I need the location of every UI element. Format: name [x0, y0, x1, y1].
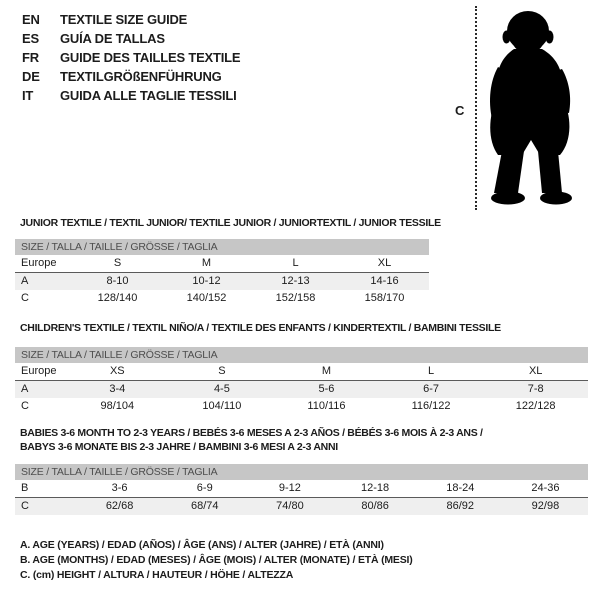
cell-value: 3-6: [111, 482, 128, 494]
col-header: XS: [109, 365, 125, 377]
language-title: GUIDE DES TAILLES TEXTILE: [60, 50, 241, 65]
language-row-es: [22, 29, 240, 48]
table-row-age: [15, 381, 588, 398]
language-row-it: [22, 86, 240, 105]
row-label: B: [21, 482, 29, 494]
cell-value: 6-7: [423, 383, 440, 395]
cell-value: 128/140: [97, 292, 138, 304]
cell-value: 9-12: [278, 482, 301, 494]
cell-value: 158/170: [364, 292, 405, 304]
junior-section-title: JUNIOR TEXTILE / TEXTIL JUNIOR/ TEXTILE JUNIOR / JUNIORTEXTIL / JUNIOR TESSILE: [20, 217, 441, 229]
language-code: ES: [22, 31, 39, 46]
footnote-c: C. (cm) HEIGHT / ALTURA / HAUTEUR / HÖHE / ALTEZZA: [20, 569, 294, 581]
language-code: DE: [22, 69, 40, 84]
col-header: Europe: [21, 365, 57, 377]
language-row-de: [22, 67, 240, 86]
cell-value: 24-36: [531, 482, 560, 494]
cell-value: 122/128: [515, 400, 556, 412]
cell-value: 8-10: [106, 275, 129, 287]
row-label: C: [21, 400, 29, 412]
language-title: TEXTILE SIZE GUIDE: [60, 12, 188, 27]
cell-value: 86/92: [446, 500, 475, 512]
cell-value: 110/116: [307, 400, 346, 412]
size-header-bar: SIZE / TALLA / TAILLE / GRÖSSE / TAGLIA: [15, 464, 588, 480]
cell-value: 7-8: [527, 383, 544, 395]
language-code: FR: [22, 50, 39, 65]
col-header: L: [428, 365, 435, 377]
babies-section-title-line2: BABYS 3-6 MONATE BIS 2-3 JAHRE / BAMBINI 3-6 MESI A 2-3 ANNI: [20, 441, 338, 453]
cell-value: 152/158: [275, 292, 316, 304]
cell-value: 116/122: [411, 400, 451, 412]
row-label: A: [21, 383, 29, 395]
size-header-bar: SIZE / TALLA / TAILLE / GRÖSSE / TAGLIA: [15, 239, 429, 255]
col-header: M: [201, 257, 212, 269]
language-code: IT: [22, 88, 34, 103]
children-section-title: CHILDREN'S TEXTILE / TEXTIL NIÑO/A / TEXTILE DES ENFANTS / KINDERTEXTIL / BAMBINI TESSILE: [20, 322, 501, 334]
col-header: M: [321, 365, 332, 377]
cell-value: 12-13: [281, 275, 310, 287]
toddler-silhouette-icon: [486, 6, 594, 208]
footnote-a: A. AGE (YEARS) / EDAD (AÑOS) / ÂGE (ANS) / ALTER (JAHRE) / ETÀ (ANNI): [20, 539, 384, 551]
table-row-age-months: [15, 480, 588, 498]
language-row-fr: [22, 48, 240, 67]
language-title-list: [22, 10, 240, 105]
footnote-legend: [20, 538, 413, 583]
height-measure-label: C: [455, 103, 465, 118]
babies-section-title-line1: BABIES 3-6 MONTH TO 2-3 YEARS / BEBÉS 3-6 MESES A 2-3 AÑOS / BÉBÉS 3-6 MOIS À 2-3 ANS /: [20, 427, 483, 439]
cell-value: 92/98: [531, 500, 560, 512]
size-header-bar: SIZE / TALLA / TAILLE / GRÖSSE / TAGLIA: [15, 347, 588, 363]
table-row-height: [15, 290, 429, 307]
cell-value: 80/86: [361, 500, 389, 512]
junior-size-table: [15, 239, 429, 307]
language-code: EN: [22, 12, 40, 27]
row-label: C: [21, 292, 29, 304]
col-header: XL: [528, 365, 543, 377]
cell-value: 6-9: [196, 482, 213, 494]
cell-value: 4-5: [213, 383, 230, 395]
table-row-height: [15, 498, 588, 515]
cell-value: 62/68: [105, 500, 134, 512]
col-header: L: [292, 257, 299, 269]
col-header: Europe: [21, 257, 57, 269]
row-label: C: [21, 500, 29, 512]
cell-value: 14-16: [370, 275, 399, 287]
cell-value: 74/80: [276, 500, 304, 512]
table-row-height: [15, 398, 588, 415]
table-header-row: [15, 255, 429, 273]
language-title: GUIDA ALLE TAGLIE TESSILI: [60, 88, 237, 103]
footnote-b: B. AGE (MONTHS) / EDAD (MESES) / ÂGE (MOIS) / ALTER (MONATE) / ETÀ (MESI): [20, 554, 413, 566]
cell-value: 68/74: [190, 500, 219, 512]
language-row-en: [22, 10, 240, 29]
table-header-row: [15, 363, 588, 381]
cell-value: 12-18: [361, 482, 390, 494]
cell-value: 3-4: [109, 383, 126, 395]
cell-value: 140/152: [186, 292, 227, 304]
language-title: TEXTILGRÖßENFÜHRUNG: [60, 69, 222, 84]
table-row-age: [15, 273, 429, 290]
language-title: GUÍA DE TALLAS: [60, 31, 165, 46]
cell-value: 104/110: [202, 400, 242, 412]
row-label: A: [21, 275, 29, 287]
col-header: XL: [377, 257, 392, 269]
cell-value: 10-12: [192, 275, 221, 287]
cell-value: 18-24: [446, 482, 475, 494]
cell-value: 98/104: [100, 400, 135, 412]
cell-value: 5-6: [318, 383, 335, 395]
col-header: S: [113, 257, 122, 269]
babies-size-table: [15, 464, 588, 515]
children-size-table: [15, 347, 588, 415]
height-dotted-line: [475, 6, 477, 210]
col-header: S: [218, 365, 226, 377]
